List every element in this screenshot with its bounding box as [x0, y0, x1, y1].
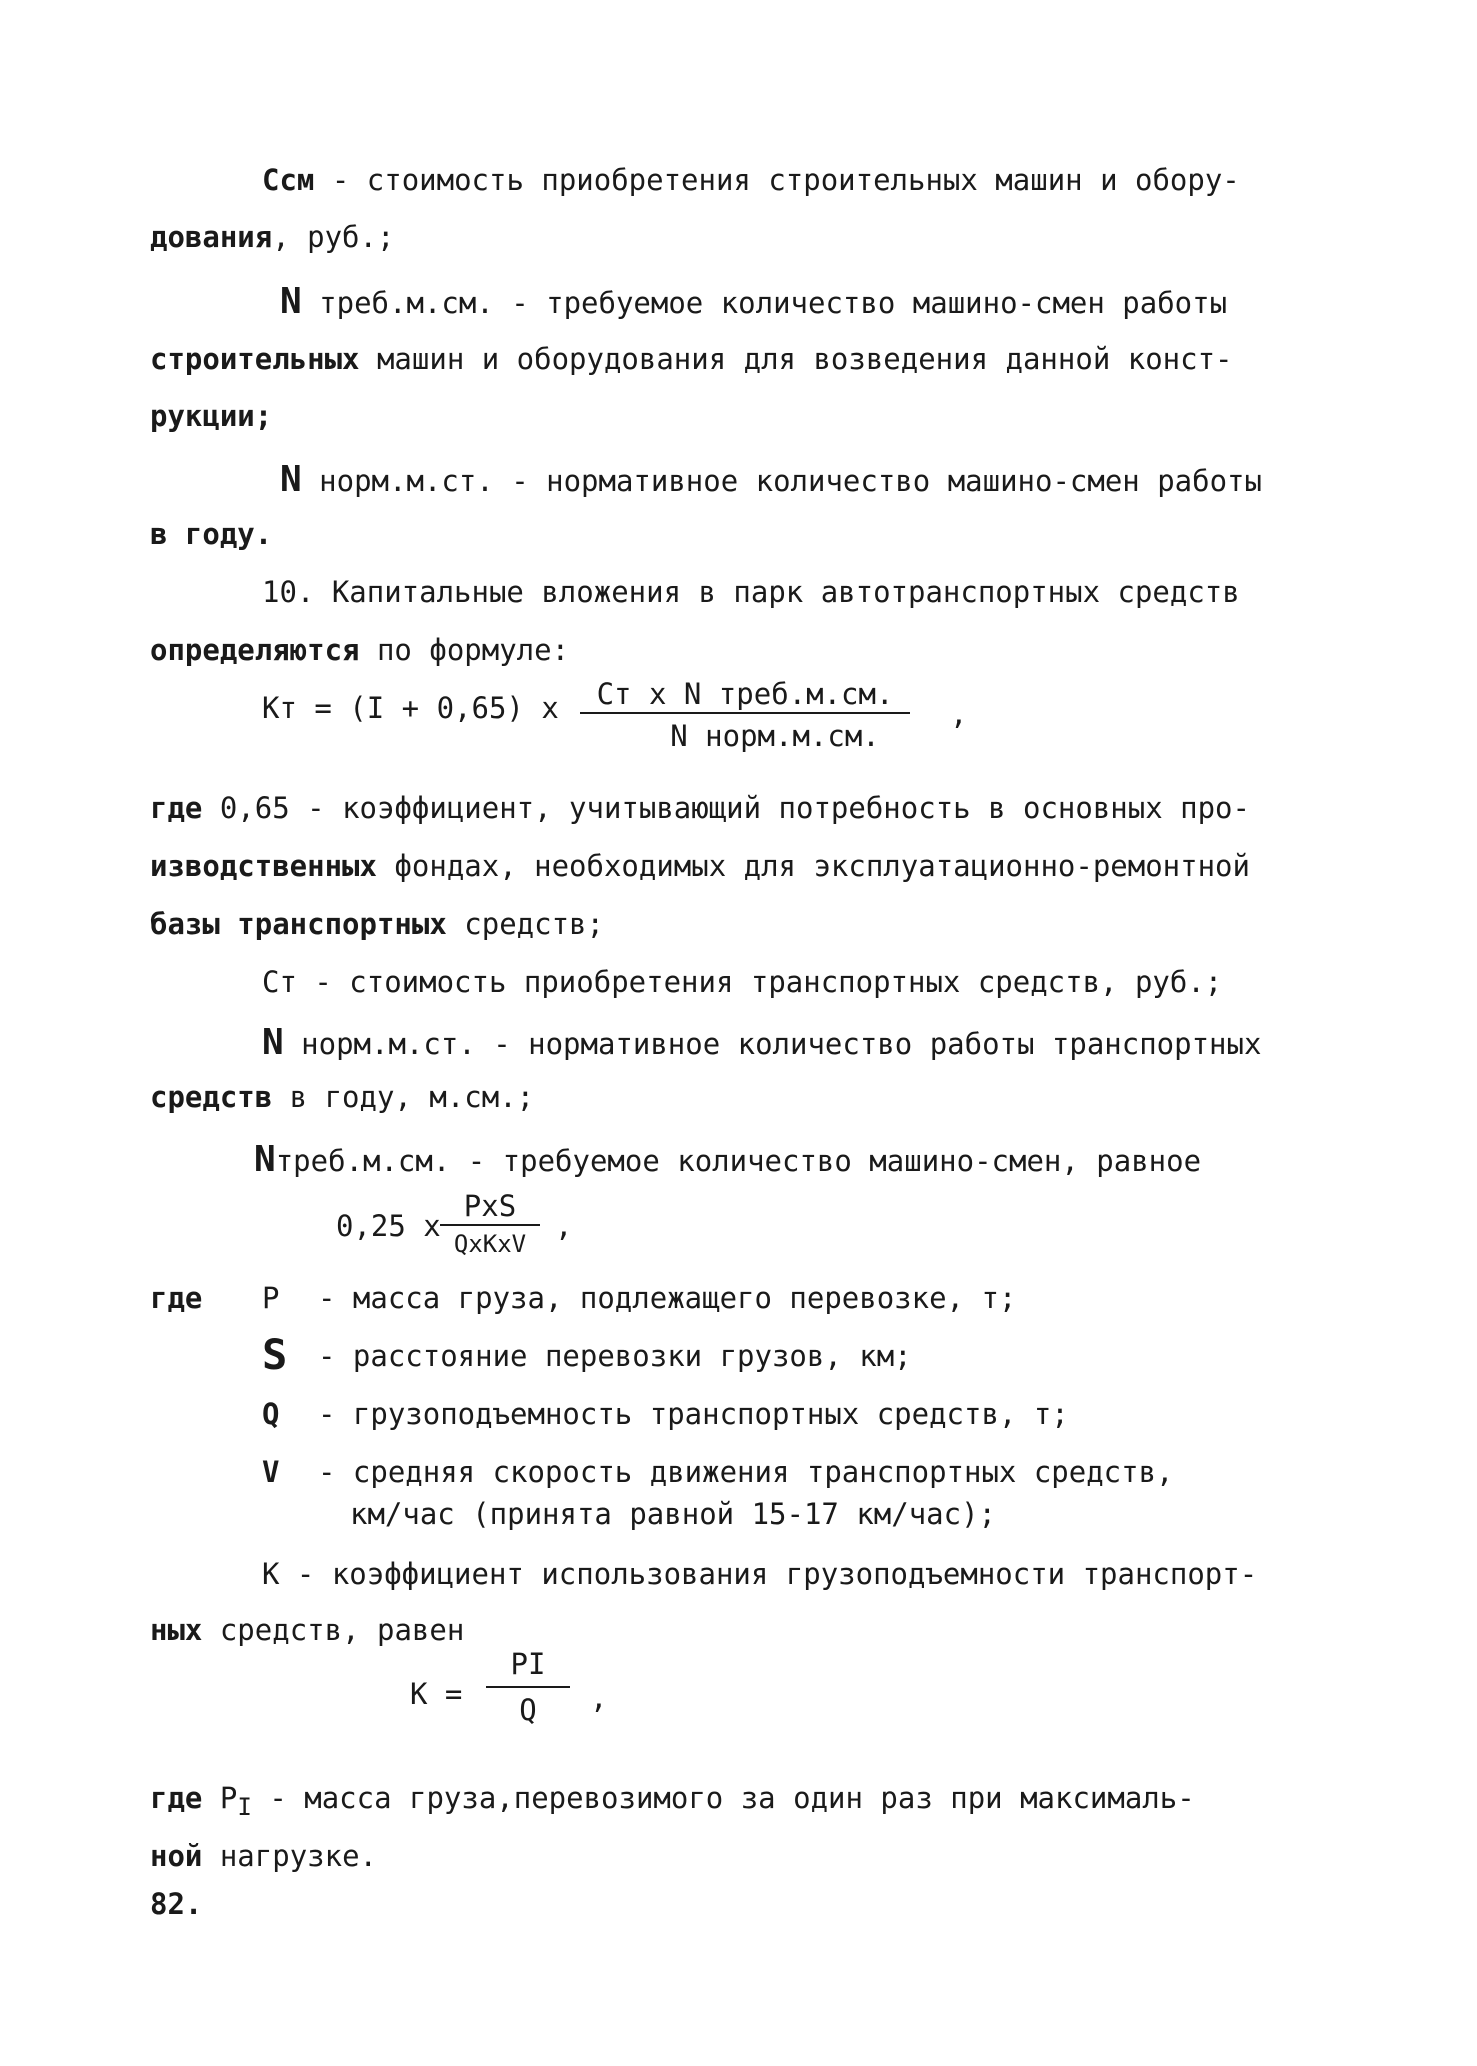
- paragraph-line: N треб.м.см. - требуемое количество машино-смен работы: [280, 281, 1228, 322]
- formula-comma: ,: [555, 1209, 573, 1243]
- formula-numerator: PxS: [463, 1189, 517, 1223]
- fraction-bar: [580, 712, 910, 714]
- formula-left: Кт = (I + 0,65) x: [262, 691, 559, 725]
- fraction-bar: [440, 1224, 540, 1226]
- paragraph-line: изводственных фондах, необходимых для эксплуатационно-ремонтной: [150, 849, 1250, 883]
- formula-numerator: Ст x N треб.м.см.: [596, 677, 894, 711]
- variable-description: - грузоподъемность транспортных средств, т;: [318, 1397, 1069, 1431]
- paragraph-line: дования, руб.;: [150, 220, 395, 254]
- formula-left: К =: [410, 1677, 463, 1711]
- variable-description: - расстояние перевозки грузов, км;: [318, 1339, 912, 1373]
- variable-symbol: P: [262, 1281, 280, 1315]
- paragraph-line: базы транспортных средств;: [150, 907, 604, 941]
- paragraph-line: Ссм - стоимость приобретения строительных машин и обору-: [262, 163, 1240, 197]
- formula-comma: ,: [950, 697, 968, 731]
- formula-denominator: Q: [519, 1693, 537, 1727]
- page-number: 82.: [150, 1887, 203, 1921]
- paragraph-line: Nтреб.м.см. - требуемое количество машино-смен, равное: [254, 1139, 1202, 1180]
- paragraph-line: К - коэффициент использования грузоподъемности транспорт-: [262, 1557, 1258, 1591]
- paragraph-line: строительных машин и оборудования для возведения данной конст-: [150, 342, 1233, 376]
- variable-symbol: Q: [262, 1397, 280, 1431]
- variable-description: - средняя скорость движения транспортных средств,: [318, 1455, 1174, 1489]
- formula-denominator: N норм.м.см.: [670, 719, 880, 753]
- paragraph-line: ных средств, равен: [150, 1613, 465, 1647]
- paragraph-line: рукции;: [150, 399, 273, 433]
- paragraph-line: средств в году, м.см.;: [150, 1080, 535, 1114]
- formula-denominator: QxKxV: [453, 1230, 527, 1258]
- formula-left: 0,25 x: [336, 1209, 441, 1243]
- paragraph-line: в году.: [150, 517, 273, 551]
- variable-symbol: S: [262, 1330, 288, 1379]
- paragraph-line: где $P_I$ - масса груза,перевозимого за один раз при максималь-: [150, 1781, 1195, 1821]
- paragraph-line: N норм.м.ст. - нормативное количество работы транспортных: [262, 1022, 1262, 1063]
- paragraph-line: Ст - стоимость приобретения транспортных средств, руб.;: [262, 965, 1223, 999]
- paragraph-line: ной нагрузке.: [150, 1839, 377, 1873]
- formula-comma: ,: [590, 1681, 608, 1715]
- variable-description: - масса груза, подлежащего перевозке, т;: [318, 1281, 1017, 1315]
- paragraph-line: 10. Капитальные вложения в парк автотранспортных средств: [262, 575, 1240, 609]
- variable-symbol: V: [262, 1455, 280, 1489]
- paragraph-line: N норм.м.ст. - нормативное количество машино-смен работы: [280, 459, 1262, 500]
- paragraph-line: определяются по формуле:: [150, 633, 570, 667]
- paragraph-line: где 0,65 - коэффициент, учитывающий потребность в основных про-: [150, 791, 1250, 825]
- formula-numerator: PI: [510, 1647, 546, 1681]
- variable-description: км/час (принята равной 15-17 км/час);: [350, 1497, 997, 1531]
- where-label: где: [150, 1281, 203, 1315]
- fraction-bar: [486, 1686, 570, 1688]
